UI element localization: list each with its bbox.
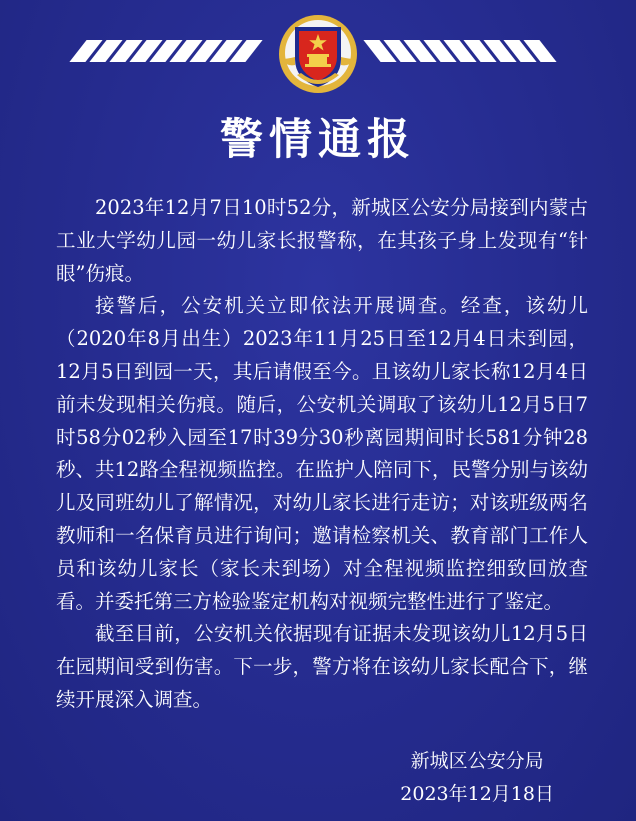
police-emblem-icon (277, 13, 359, 95)
paragraph-3: 截至目前，公安机关依据现有证据未发现该幼儿12月5日在园期间受到伤害。下一步，警方将在该幼儿家长配合下，继续开展深入调查。 (56, 622, 588, 711)
notice-body (56, 192, 588, 717)
paragraph-2: 接警后，公安机关立即依法开展调查。经查，该幼儿（2020年8月出生）2023年11月25日至12月4日未到园，12月5日到园一天，其后请假至今。且该幼儿家长称12月4日前未发现相关伤痕。随后，公安机关调取了该幼儿12月5日7时58分02秒入园至17时39分30秒离园期间时长581分钟28秒、共12路全程视频监控。在监护人陪同下，民警分别与该幼儿及同班幼儿了解情况，对幼儿家长进行走访；对该班级两名教师和一名保育员进行询问；邀请检察机关、教育部门工作人员和该幼儿家长（家长未到场）对全程视频监控细致回放查看。并委托第三方检验鉴定机构对视频完整性进行了鉴定。 (56, 294, 588, 613)
notice-title: 警情通报 (220, 115, 416, 165)
signature-block (400, 745, 554, 811)
right-header-stripes (372, 40, 548, 62)
paragraph-1: 2023年12月7日10时52分，新城区公安分局接到内蒙古工业大学幼儿园一幼儿家长报警称，在其孩子身上发现有“针眼”伤痕。 (56, 196, 588, 285)
issue-date: 2023年12月18日 (400, 783, 554, 805)
left-header-stripes (78, 40, 254, 62)
issuer-name: 新城区公安分局 (410, 750, 544, 772)
